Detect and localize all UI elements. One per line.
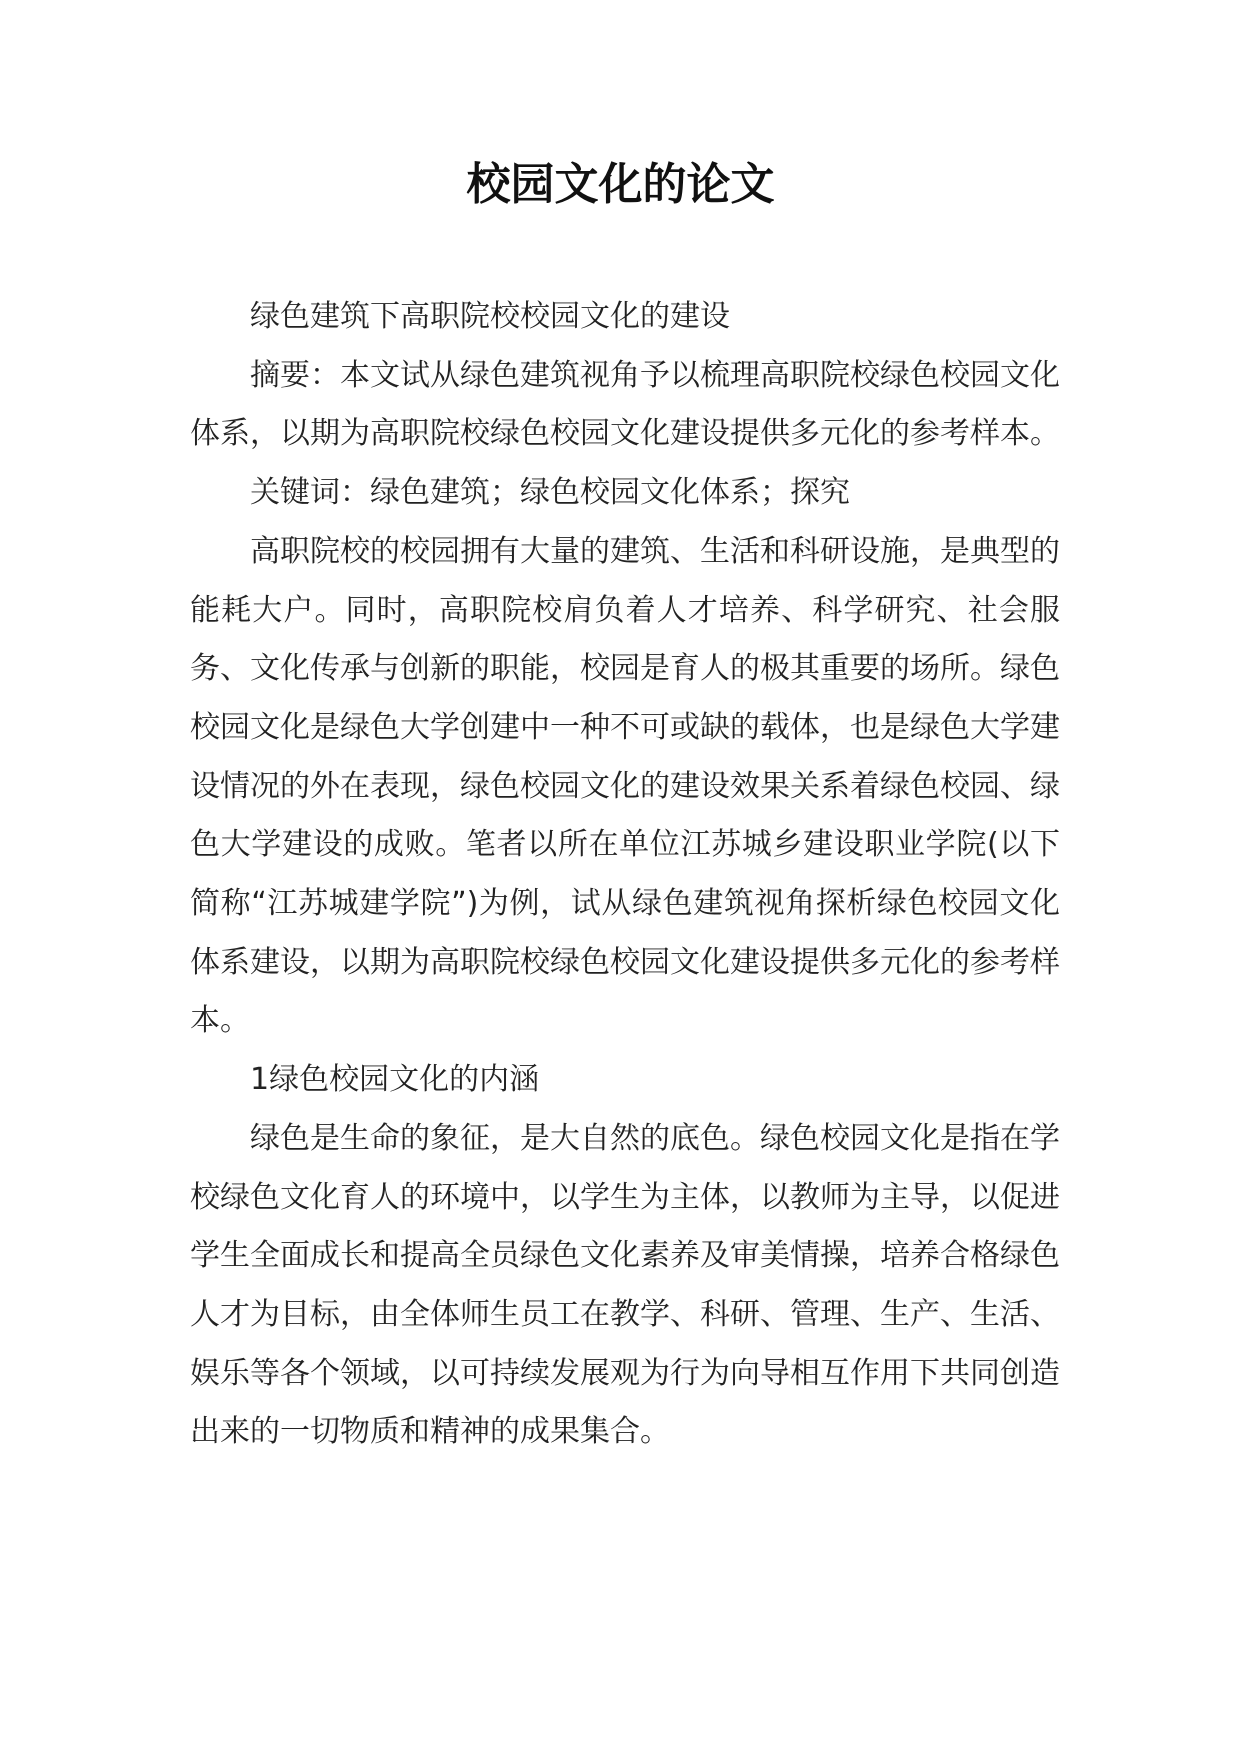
body-paragraph: 绿色是生命的象征，是大自然的底色。绿色校园文化是指在学校绿色文化育人的环境中，以学生为主体，以教师为主导，以促进学生全面成长和提高全员绿色文化素养及审美情操，培养合格绿色人才为目标，由全体师生员工在教学、科研、管理、生产、生活、娱乐等各个领域，以可持续发展观为行为向导相互作用下共同创造出来的一切物质和精神的成果集合。 [190,1120,1060,1450]
document-body [190,288,1060,1462]
body-paragraph: 高职院校的校园拥有大量的建筑、生活和科研设施，是典型的能耗大户。同时，高职院校肩负着人才培养、科学研究、社会服务、文化传承与创新的职能，校园是育人的极其重要的场所。绿色校园文化是绿色大学创建中一种不可或缺的载体，也是绿色大学建设情况的外在表现，绿色校园文化的建设效果关系着绿色校园、绿色大学建设的成败。笔者以所在单位江苏城乡建设职业学院(以下简称“江苏城建学院”)为例，试从绿色建筑视角探析绿色校园文化体系建设，以期为高职院校绿色校园文化建设提供多元化的参考样本。 [190,533,1060,1039]
section-heading: 1绿色校园文化的内涵 [250,1062,540,1098]
subtitle-paragraph: 绿色建筑下高职院校校园文化的建设 [250,299,730,334]
document-title: 校园文化的论文 [466,159,775,210]
abstract-paragraph: 摘要：本文试从绿色建筑视角予以梳理高职院校绿色校园文化体系，以期为高职院校绿色校园文化建设提供多元化的参考样本。 [190,357,1060,452]
keywords-paragraph: 关键词：绿色建筑；绿色校园文化体系；探究 [250,475,850,511]
